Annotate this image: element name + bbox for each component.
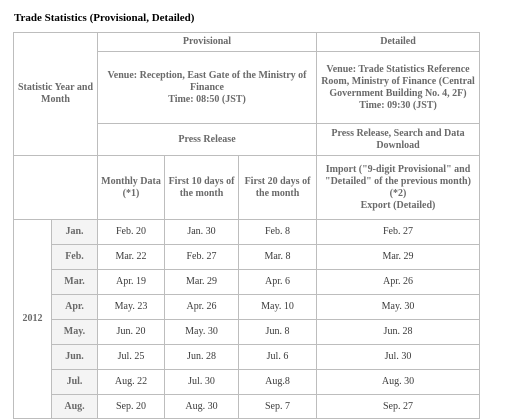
month-cell: Jul. — [52, 370, 98, 395]
table-row — [14, 370, 480, 395]
detailed-cell: May. 30 — [317, 295, 480, 320]
first-10-days-cell: May. 30 — [165, 320, 239, 345]
first-10-days-cell: Jun. 28 — [165, 345, 239, 370]
monthly-data-cell: Feb. 20 — [98, 220, 165, 245]
detailed-cell: Jul. 30 — [317, 345, 480, 370]
table-row — [14, 295, 480, 320]
month-cell: May. — [52, 320, 98, 345]
table-row — [14, 245, 480, 270]
header-statistic-year-month: Statistic Year and Month — [14, 33, 98, 156]
header-detailed-import-export — [317, 156, 480, 220]
header-provisional-method: Press Release — [98, 124, 317, 156]
header-first-20-days: First 20 days of the month — [239, 156, 317, 220]
month-cell: Aug. — [52, 395, 98, 419]
table-row — [14, 320, 480, 345]
monthly-data-cell: Mar. 22 — [98, 245, 165, 270]
trade-statistics-table — [13, 32, 480, 419]
first-10-days-cell: Mar. 29 — [165, 270, 239, 295]
header-first-10-days: First 10 days of the month — [165, 156, 239, 220]
first-20-days-cell: Jun. 8 — [239, 320, 317, 345]
detailed-time-text: Time: 09:30 (JST) — [359, 99, 437, 111]
detailed-cell: Sep. 27 — [317, 395, 480, 419]
monthly-data-cell: May. 23 — [98, 295, 165, 320]
first-20-days-cell: Apr. 6 — [239, 270, 317, 295]
first-10-days-cell: Jan. 30 — [165, 220, 239, 245]
first-20-days-cell: Jul. 6 — [239, 345, 317, 370]
detailed-export-text: Export (Detailed) — [360, 199, 436, 211]
header-detailed-venue — [317, 52, 480, 124]
first-10-days-cell: Feb. 27 — [165, 245, 239, 270]
first-20-days-cell: Aug.8 — [239, 370, 317, 395]
month-cell: Feb. — [52, 245, 98, 270]
first-20-days-cell: Sep. 7 — [239, 395, 317, 419]
page-title: Trade Statistics (Provisional, Detailed) — [14, 12, 195, 24]
first-20-days-cell: Mar. 8 — [239, 245, 317, 270]
detailed-cell: Apr. 26 — [317, 270, 480, 295]
first-10-days-cell: Jul. 30 — [165, 370, 239, 395]
detailed-cell: Aug. 30 — [317, 370, 480, 395]
table-row — [14, 270, 480, 295]
detailed-cell: Feb. 27 — [317, 220, 480, 245]
detailed-cell: Mar. 29 — [317, 245, 480, 270]
month-cell: Jun. — [52, 345, 98, 370]
table-row — [14, 220, 480, 245]
year-cell: 2012 — [14, 220, 52, 419]
monthly-data-cell: Aug. 22 — [98, 370, 165, 395]
header-detailed: Detailed — [317, 33, 480, 52]
month-cell: Jan. — [52, 220, 98, 245]
header-provisional: Provisional — [98, 33, 317, 52]
table-row — [14, 395, 480, 419]
month-cell: Mar. — [52, 270, 98, 295]
first-20-days-cell: May. 10 — [239, 295, 317, 320]
detailed-cell: Jun. 28 — [317, 320, 480, 345]
first-10-days-cell: Aug. 30 — [165, 395, 239, 419]
header-spacer — [14, 156, 98, 220]
header-detailed-method: Press Release, Search and Data Download — [317, 124, 480, 156]
provisional-time-text: Time: 08:50 (JST) — [168, 93, 246, 105]
header-provisional-venue — [98, 52, 317, 124]
monthly-data-cell: Jun. 20 — [98, 320, 165, 345]
detailed-venue-text: Venue: Trade Statistics Reference Room, Ministry of Finance (Central Government Building No. 4, 2F) — [321, 63, 475, 99]
month-cell: Apr. — [52, 295, 98, 320]
monthly-data-cell: Sep. 20 — [98, 395, 165, 419]
provisional-venue-text: Venue: Reception, East Gate of the Ministry of Finance — [107, 69, 307, 93]
table-row — [14, 345, 480, 370]
monthly-data-cell: Jul. 25 — [98, 345, 165, 370]
first-20-days-cell: Feb. 8 — [239, 220, 317, 245]
header-monthly-data: Monthly Data (*1) — [98, 156, 165, 220]
monthly-data-cell: Apr. 19 — [98, 270, 165, 295]
detailed-import-text: Import ("9-digit Provisional" and "Detailed" of the previous month) (*2) — [325, 163, 471, 199]
first-10-days-cell: Apr. 26 — [165, 295, 239, 320]
